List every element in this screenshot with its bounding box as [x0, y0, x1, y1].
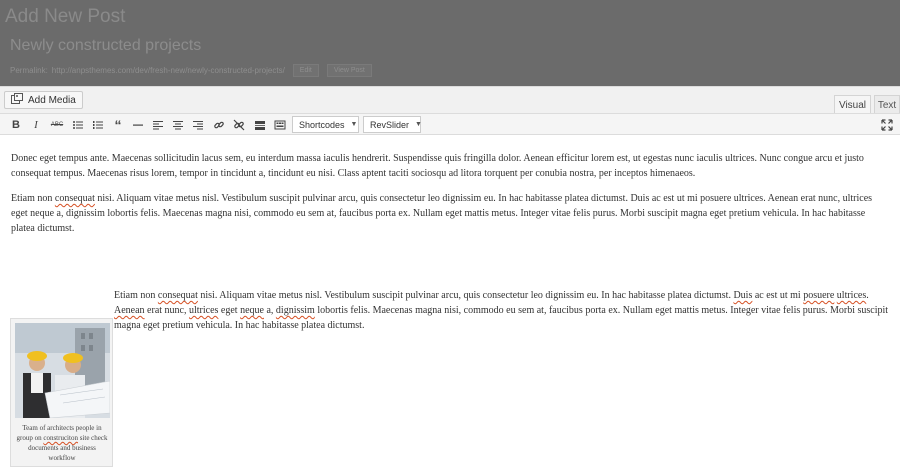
align-left-icon — [152, 119, 164, 131]
shortcodes-label: Shortcodes — [299, 119, 345, 130]
text-segment: nisi. Aliquam vitae metus nisl. Vestibulum suscipit pulvinar arcu, quis consectetur leo dignissim eu. In hac habitasse platea dictumst. Duis ac est ut mi posuere ultrices. Aenean erat nunc, ultrices eget neque a, dignissim lobortis felis. Maecenas magna nisi, commodo eu sem at, faucibus porta ex. Nullam eget mattis metus. Integer vitae felis purus. Morbi suscipit magna eget pretium vehicula. In hac habitasse platea dictumst. — [11, 193, 873, 234]
text-segment: Etiam non — [114, 290, 158, 301]
page-title: Add New Post — [5, 6, 126, 27]
add-media-button[interactable] — [4, 91, 83, 109]
fullscreen-button[interactable] — [878, 116, 896, 134]
strikethrough-icon: ABC — [50, 122, 64, 128]
italic-icon: I — [34, 119, 38, 131]
read-more-button[interactable] — [251, 116, 269, 134]
misspelled-word: ultrices — [188, 304, 219, 316]
image-figure[interactable] — [10, 318, 113, 467]
align-center-icon — [172, 119, 184, 131]
misspelled-word: neque — [240, 304, 264, 316]
misspelled-word: consequat — [54, 193, 95, 204]
align-center-button[interactable] — [169, 116, 187, 134]
editor-toolbar — [0, 113, 900, 135]
revslider-dropdown[interactable] — [363, 116, 421, 133]
tab-text[interactable]: Text — [874, 95, 900, 114]
text-segment: eget — [218, 304, 241, 316]
editor-tabs-row — [0, 86, 900, 114]
caption-segment: site check documents and business workflow — [28, 434, 108, 462]
align-right-button[interactable] — [189, 116, 207, 134]
add-media-label: Add Media — [28, 94, 76, 106]
permalink-row — [10, 64, 372, 77]
text-segment: . — [866, 290, 869, 301]
shortcodes-dropdown[interactable] — [292, 116, 359, 133]
paragraph-1: Donec eget tempus ante. Maecenas sollicitudin lacus sem, eu interdum massa iaculis hendrerit. Suspendisse quis fringilla dolor. Aenean efficitur lorem est, ut egestas nunc iaculis ultrices. Nunc congue arcu et justo consequat tempus. Maecenas risus lorem, tempor in tincidunt a, tincidunt eu nisi. Class aptent taciti sociosqu ad litora torquent per conubia nostra, per inceptos himenaeos. — [11, 153, 864, 179]
numbered-list-button[interactable] — [89, 116, 107, 134]
misspelled-word: construciton — [43, 434, 78, 442]
figure-caption — [14, 423, 110, 463]
bullet-list-icon — [72, 119, 84, 131]
misspelled-word: posuere — [803, 290, 835, 301]
horizontal-line-icon — [132, 119, 144, 131]
paragraph-2 — [11, 192, 891, 236]
align-left-button[interactable] — [149, 116, 167, 134]
paragraph-3 — [114, 289, 894, 333]
permalink-edit-button[interactable]: Edit — [293, 64, 319, 77]
text-segment: a, — [263, 304, 276, 316]
post-editor — [0, 86, 900, 462]
toolbar-toggle-button[interactable] — [271, 116, 289, 134]
misspelled-word: Aenean — [114, 304, 145, 316]
text-segment: erat nunc, — [144, 304, 189, 316]
read-more-icon — [254, 119, 266, 131]
quote-icon: “ — [114, 117, 122, 133]
editor-content-area[interactable] — [0, 135, 900, 462]
link-icon — [213, 119, 225, 131]
text-segment: nisi. Aliquam vitae metus nisl. Vestibulum suscipit pulvinar arcu, quis consectetur leo dignissim eu. In hac habitasse platea dictumst. — [197, 290, 734, 301]
bullet-list-button[interactable] — [69, 116, 87, 134]
tab-visual[interactable]: Visual — [834, 95, 871, 114]
misspelled-word: consequat — [157, 290, 198, 301]
unlink-icon — [233, 119, 245, 131]
post-title-input[interactable]: Newly constructed projects — [10, 37, 202, 54]
bold-button[interactable] — [7, 116, 25, 134]
fullscreen-icon — [881, 119, 893, 131]
italic-button[interactable] — [27, 116, 45, 134]
text-segment: ac est ut mi — [752, 290, 804, 301]
misspelled-word: dignissim — [275, 304, 315, 316]
permalink-url[interactable]: http://anpsthemes.com/dev/fresh-new/newly-constructed-projects/ — [51, 66, 285, 75]
insert-link-button[interactable] — [210, 116, 228, 134]
blockquote-button[interactable] — [109, 116, 127, 134]
caption-segment: Team of architects people in group on — [16, 424, 102, 442]
misspelled-word: Duis — [733, 290, 753, 301]
media-icon — [11, 93, 23, 107]
page-header — [0, 0, 900, 86]
kitchen-sink-icon — [274, 119, 286, 131]
permalink-label: Permalink: — [10, 66, 48, 75]
bold-icon: B — [12, 119, 20, 131]
view-post-button[interactable]: View Post — [327, 64, 372, 77]
text-segment: Etiam non — [11, 193, 55, 204]
align-right-icon — [192, 119, 204, 131]
text-segment: lobortis felis. Maecenas magna nisi, commodo eu sem at, faucibus porta ex. Nullam eget mattis metus. Integer vitae felis purus. Morbi suscipit magna eget pretium vehicula. In hac habitasse platea dictumst. — [114, 304, 889, 331]
revslider-label: RevSlider — [370, 119, 410, 130]
remove-link-button[interactable] — [230, 116, 248, 134]
chevron-down-icon: ▼ — [350, 121, 358, 128]
horizontal-line-button[interactable] — [129, 116, 147, 134]
architects-photo[interactable] — [15, 323, 110, 418]
chevron-down-icon: ▼ — [415, 121, 422, 128]
misspelled-word: ultrices — [836, 290, 867, 301]
numbered-list-icon — [92, 119, 104, 131]
strikethrough-button[interactable] — [48, 116, 66, 134]
